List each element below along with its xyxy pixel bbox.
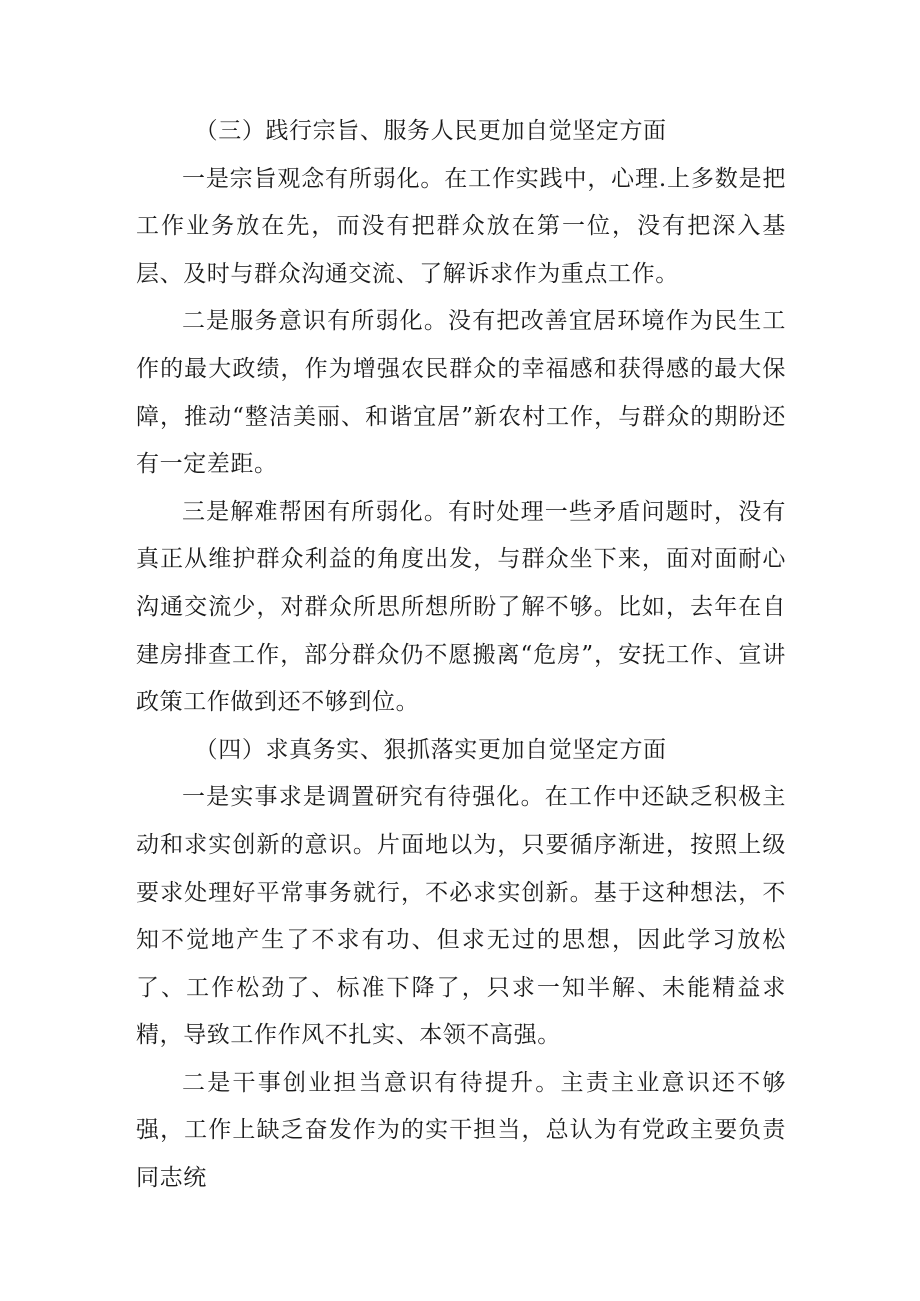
document-body — [136, 108, 786, 1203]
paragraph-problem-solving: 三是解难帮困有所弱化。有时处理一些矛盾问题时，没有真正从维护群众利益的角度出发，与群众坐下来，面对面耐心沟通交流少，对群众所思所想所盼了解不够。比如，去年在自建房排查工作，部分群众仍不愿搬离“危房”，安抚工作、宣讲政策工作做到还不够到位。 — [136, 498, 786, 716]
paragraph-service-awareness: 二是服务意识有所弱化。没有把改善宜居环境作为民生工作的最大政绩，作为增强农民群众的幸福感和获得感的最大保障，推动“整洁美丽、和谐宜居”新农村工作，与群众的期盼还有一定差距。 — [136, 308, 786, 478]
paragraph-purpose-awareness: 一是宗旨观念有所弱化。在工作实践中，心理.上多数是把工作业务放在先，而没有把群众放在第一位，没有把深入基层、及时与群众沟通交流、了解诉求作为重点工作。 — [136, 165, 786, 287]
section-heading-3: （三）践行宗旨、服务人民更加自觉坚定方面 — [194, 118, 667, 144]
paragraph-research: 一是实事求是调置研究有待强化。在工作中还缺乏积极主动和求实创新的意识。片面地以为，只要循序渐进，按照上级要求处理好平常事务就行，不必求实创新。基于这种想法，不知不觉地产生了不求有功、但求无过的思想，因此学习放松了、工作松劲了、标准下降了，只求一知半解、未能精益求精，导致工作作风不扎实、本领不高强。 — [136, 784, 786, 1049]
paragraph-responsibility: 二是干事创业担当意识有待提升。主责主业意识还不够强，工作上缺乏奋发作为的实干担当，总认为有党政主要负责同志统 — [136, 1069, 786, 1192]
section-heading-4: （四）求真务实、狠抓落实更加自觉坚定方面 — [194, 736, 667, 763]
